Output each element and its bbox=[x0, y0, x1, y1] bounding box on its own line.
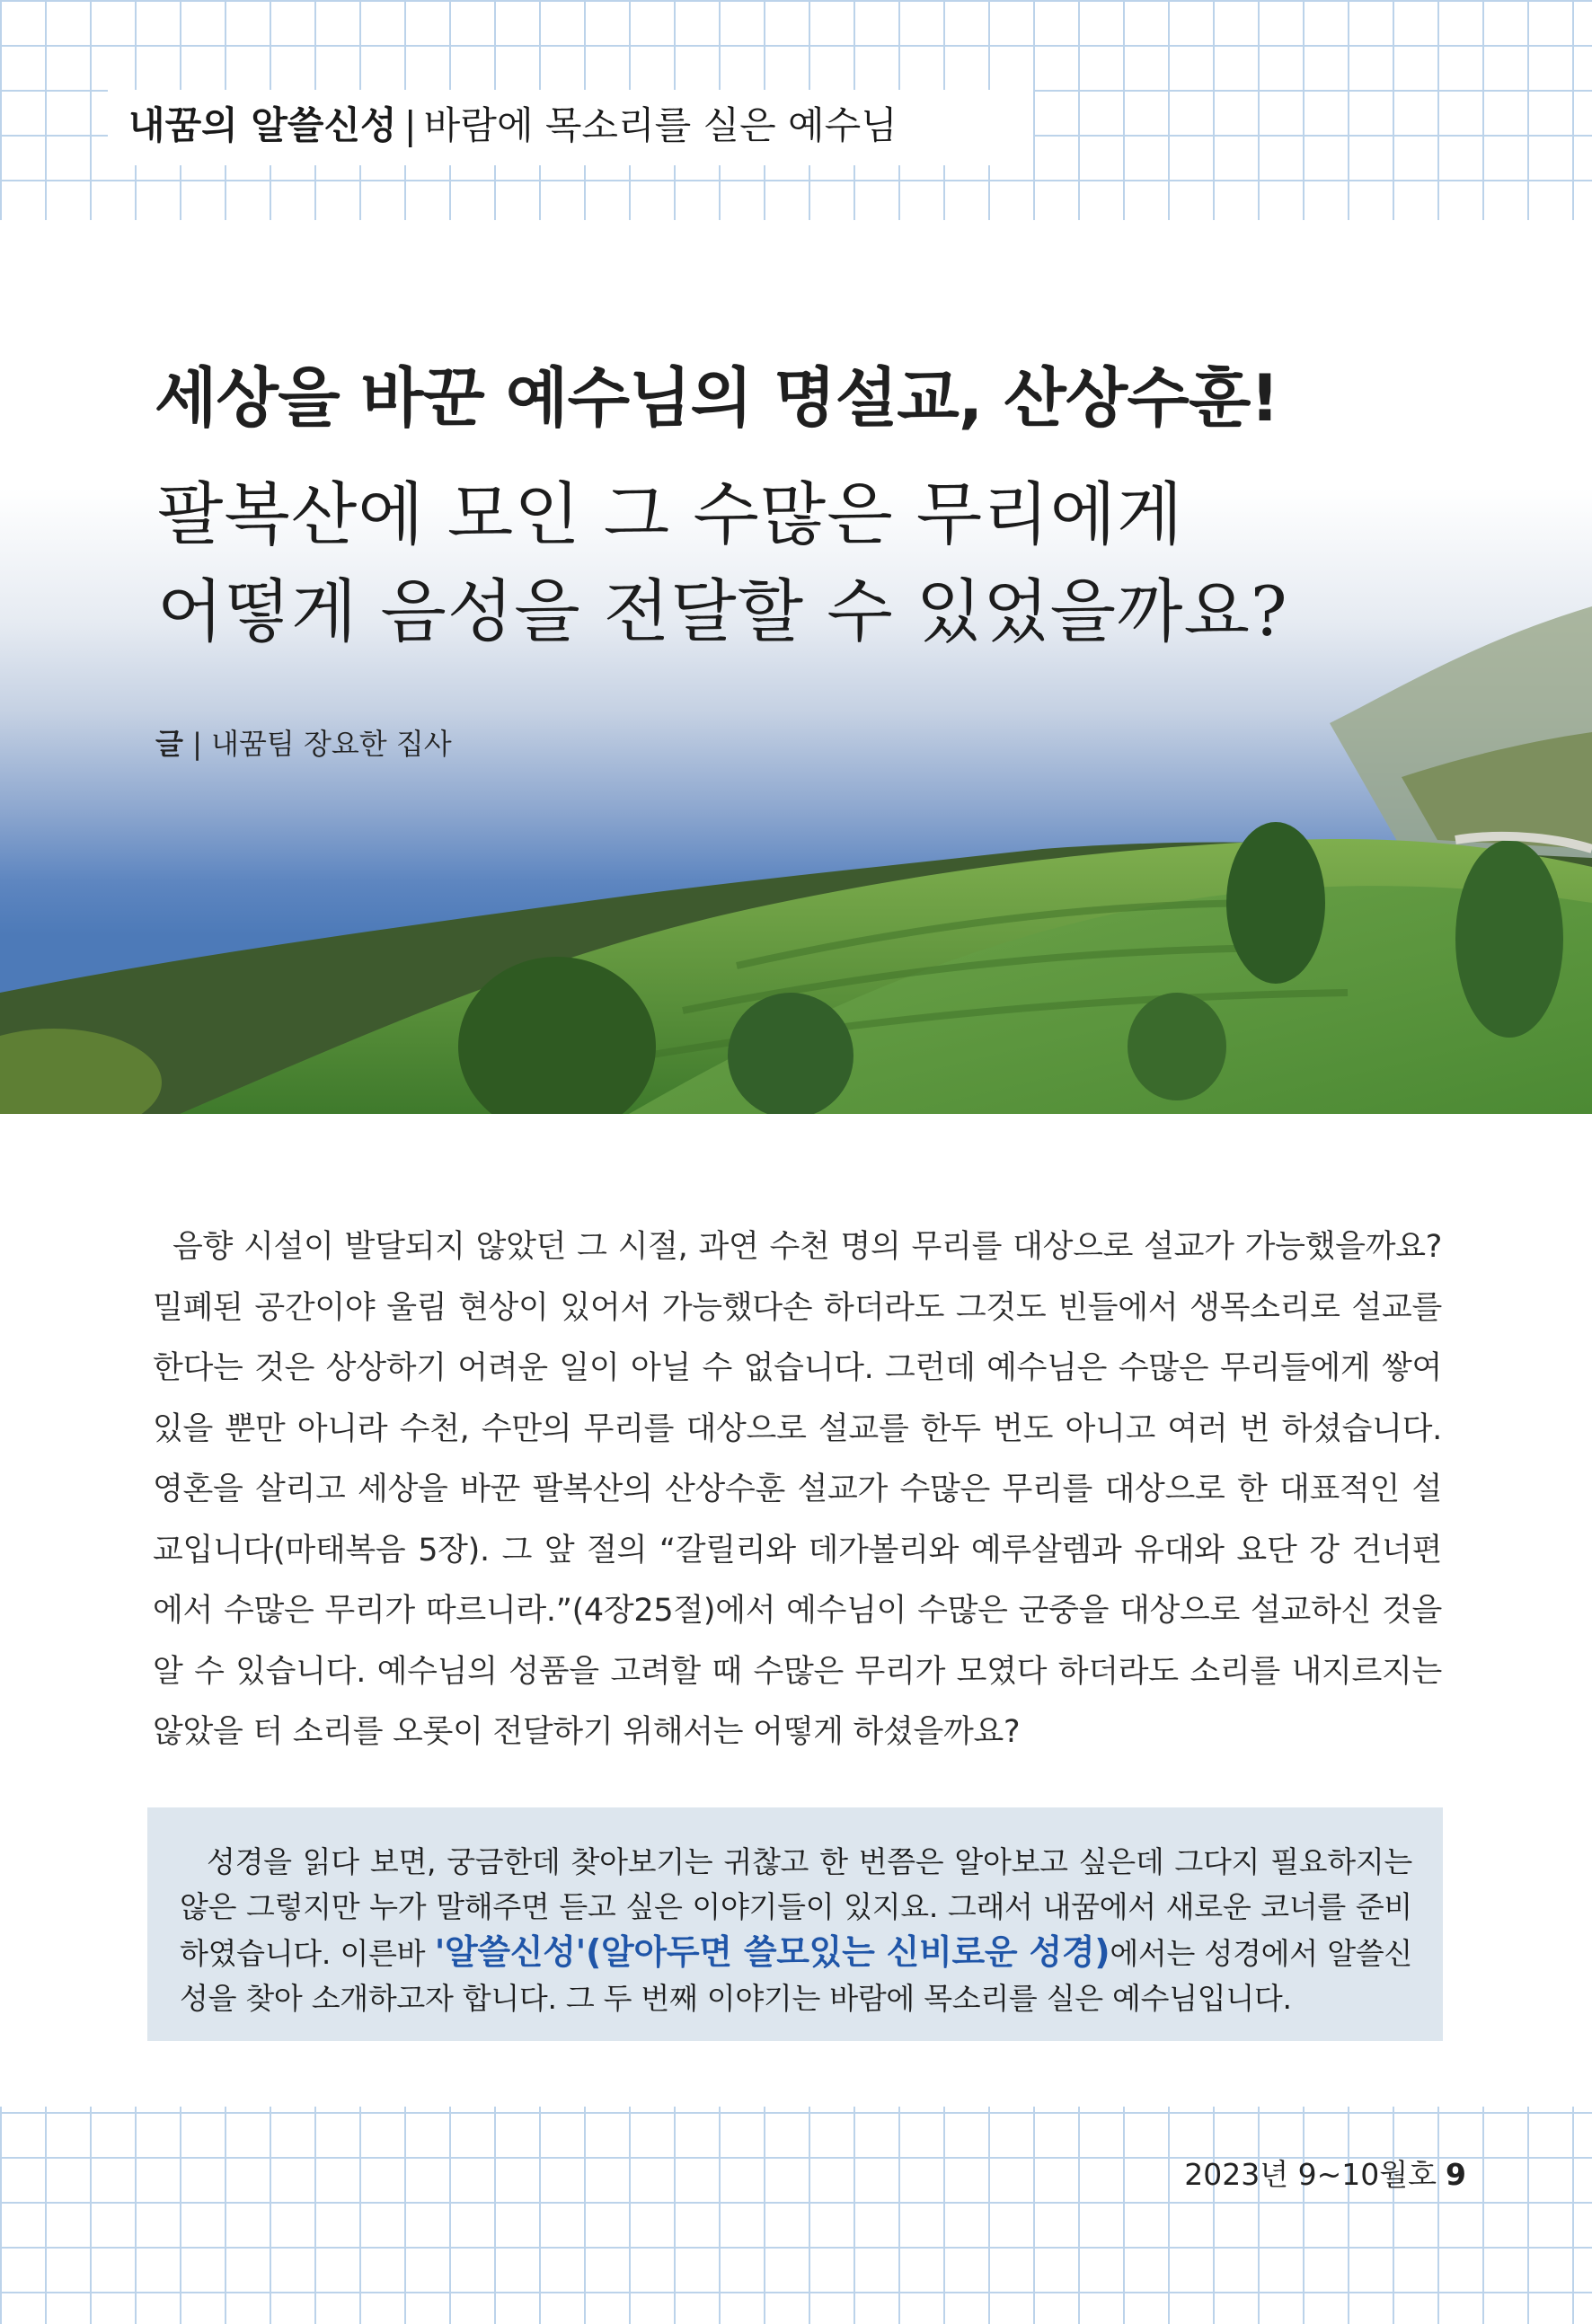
byline-author: 내꿈팀 장요한 집사 bbox=[211, 727, 452, 761]
corner-intro-box bbox=[147, 1807, 1443, 2041]
intro-text-before: 성경을 읽다 보면, 궁금한데 찾아보기는 귀찮고 한 번쯤은 알아보고 싶은데 그다지 필요하지는 않은 그렇지만 누가 말해주면 듣고 싶은 이야기들이 있지요. 그래서 내꿈에서 새로운 코너를 준비하였습니다. 이른바 bbox=[180, 1844, 1412, 1971]
corner-intro-text bbox=[180, 1840, 1412, 2021]
byline-label: 글 bbox=[155, 727, 183, 761]
page-footer bbox=[1184, 2152, 1466, 2194]
corner-name: 내꿈의 알쓸신성 bbox=[128, 103, 397, 147]
article-question-line-1: 팔복산에 모인 그 수많은 무리에게 bbox=[157, 474, 1184, 554]
article-question-line-2: 어떻게 음성을 전달할 수 있었을까요? bbox=[157, 571, 1288, 651]
byline-separator: | bbox=[192, 727, 202, 761]
article-body: 음향 시설이 발달되지 않았던 그 시절, 과연 수천 명의 무리를 대상으로 설교가 가능했을까요? 밀폐된 공간이야 울림 현상이 있어서 가능했다손 하더라도 그것도 빈들에서 생목소리로 설교를 한다는 것은 상상하기 어려운 일이 아닐 수 없습니다. 그런데 예수님은 수많은 무리들에게 쌓여 있을 뿐만 아니라 수천, 수만의 무리를 대상으로 설교를 한두 번도 아니고 여러 번 하셨습니다. 영혼을 살리고 세상을 바꾼 팔복산의 산상수훈 설교가 수많은 무리를 대상으로 한 대표적인 설교입니다(마태복음 5장). 그 앞 절의 “갈릴리와 데가볼리와 예루살렘과 유대와 요단 강 건너편에서 수많은 무리가 따르니라.”(4장25절)에서 예수님이 수많은 군중을 대상으로 설교하신 것을 알 수 있습니다. 예수님의 성품을 고려할 때 수많은 무리가 모였다 하더라도 소리를 내지르지는 않았을 터 소리를 오롯이 전달하기 위해서는 어떻게 하셨을까요? bbox=[153, 1229, 1442, 1750]
article-series-title: 바람에 목소리를 실은 예수님 bbox=[423, 103, 898, 147]
byline bbox=[155, 721, 452, 763]
graph-paper-bottom bbox=[0, 2107, 1592, 2324]
issue-label: 2023년 9~10월호 bbox=[1184, 2157, 1437, 2192]
intro-text-after: 에서는 성경에서 알쓸신성을 찾아 소개하고자 합니다. 그 두 번째 이야기는 바람에 목소리를 실은 예수님입니다. bbox=[180, 1936, 1413, 2016]
corner-highlight: '알쓸신성'(알아두면 쓸모있는 신비로운 성경) bbox=[434, 1932, 1110, 1972]
section-header bbox=[128, 101, 898, 151]
article-headline: 세상을 바꾼 예수님의 명설교, 산상수훈! bbox=[155, 360, 1279, 436]
header-separator: | bbox=[403, 103, 417, 147]
page-number: 9 bbox=[1446, 2157, 1466, 2192]
